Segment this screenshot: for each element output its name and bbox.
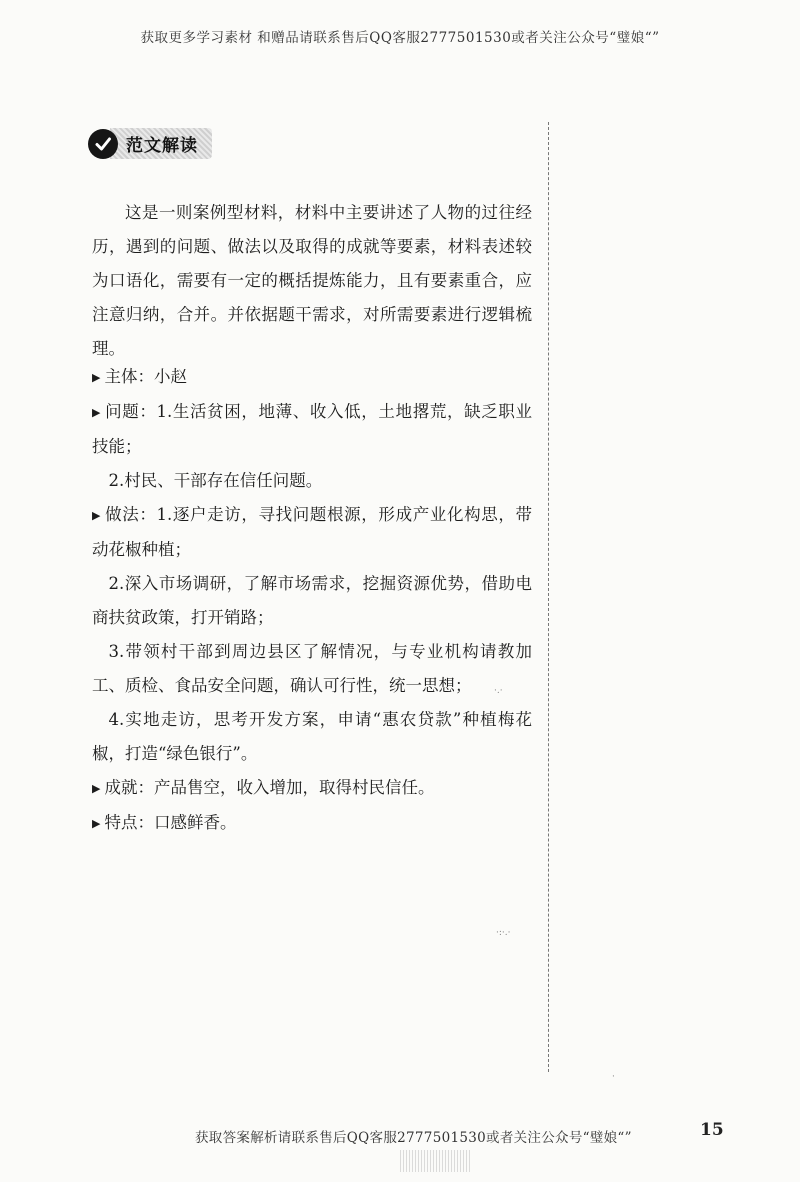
scan-speck: · [612,1072,615,1082]
footer-notice: 获取答案解析请联系售后QQ客服2777501530或者关注公众号“璧娘“” [195,1130,632,1146]
point-method-1 [92,498,532,567]
section-title: 范文解读 [110,128,212,159]
point-problem-2: 2.村民、干部存在信任问题。 [108,471,323,490]
margin-divider [548,122,549,1072]
header-notice: 获取更多学习素材 和赠品请联系售后QQ客服2777501530或者关注公众号“璧娘“” [140,30,660,46]
key-points-list [92,360,532,841]
intro-paragraph: 这是一则案例型材料，材料中主要讲述了人物的过往经历，遇到的问题、做法以及取得的成就等要素，材料表述较为口语化，需要有一定的概括提炼能力，且有要素重合，应注意归纳，合并。并依据题干需求，对所需要素进行逻辑梳理。 [92,203,532,358]
triangle-bullet-icon: ▶ [92,817,101,830]
scan-speck: ·.· [494,686,503,696]
point-feature-text: 特点：口感鲜香。 [104,813,237,832]
scan-noise [400,1150,470,1172]
point-achievement-text: 成就：产品售空，收入增加，取得村民信任。 [104,778,435,797]
point-method-1-text: 做法：1.逐户走访，寻找问题根源，形成产业化构思，带动花椒种植； [92,505,532,559]
point-method-3: 3.带领村干部到周边县区了解情况，与专业机构请教加工、质检、食品安全问题，确认可行性，统一思想； [92,642,532,695]
point-problem-1 [92,395,532,464]
point-subject-text: 主体：小赵 [104,367,187,386]
page-number: 15 [700,1120,724,1140]
point-problem-1-text: 问题：1.生活贫困，地薄、收入低，土地撂荒，缺乏职业技能； [92,402,532,456]
point-method-2: 2.深入市场调研，了解市场需求，挖掘资源优势，借助电商扶贫政策，打开销路； [92,574,532,627]
triangle-bullet-icon: ▶ [92,782,101,795]
point-feature [92,806,532,841]
triangle-bullet-icon: ▶ [92,406,102,419]
point-subject [92,360,532,395]
point-method-4: 4.实地走访，思考开发方案，申请“惠农贷款”种植梅花椒，打造“绿色银行”。 [92,710,532,763]
triangle-bullet-icon: ▶ [92,509,102,522]
section-heading [88,128,212,159]
point-achievement [92,771,532,806]
scan-speck: ·:·.· [496,928,511,938]
check-circle-icon [88,129,118,159]
triangle-bullet-icon: ▶ [92,371,101,384]
